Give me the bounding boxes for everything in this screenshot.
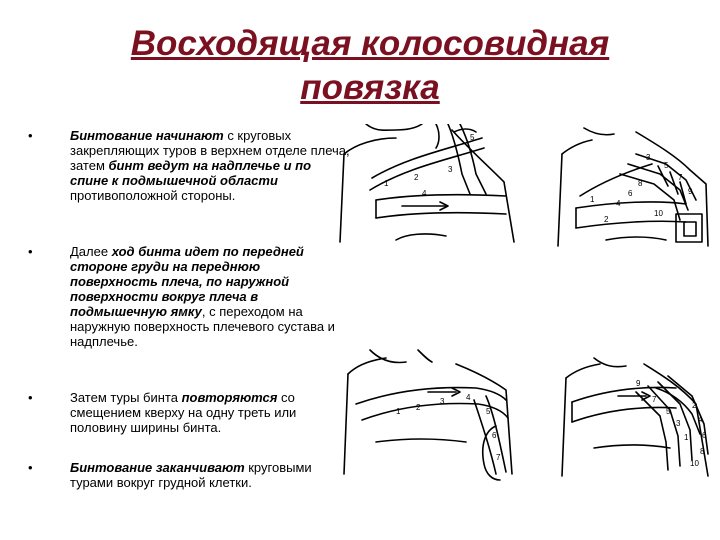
figure-label: 5 <box>666 407 671 416</box>
figure-label: 5 <box>664 161 669 170</box>
bullet-text-part: Далее <box>70 244 112 259</box>
bullet-text <box>70 460 312 490</box>
figure-label: 1 <box>396 407 401 416</box>
bullet-text-part: с круговых закрепляющих туров в верхнем отделе плеча, затем <box>70 128 350 173</box>
bullet-text-part: круговыми турами вокруг грудной клетки. <box>70 460 312 490</box>
bullet-text-part: Бинтование начинают <box>70 128 224 143</box>
bullet-text-part: бинт ведут на надплечье и по спине к подмышечной области <box>70 158 312 188</box>
figure-label: 3 <box>448 165 453 174</box>
figure-label: 10 <box>690 459 699 468</box>
figure-label: 4 <box>466 393 471 402</box>
figure-1-illustration <box>340 124 514 242</box>
bullet-marker: • <box>28 390 33 405</box>
figure-label: 9 <box>636 379 641 388</box>
figure-label: 3 <box>440 397 445 406</box>
figure-label: 2 <box>414 173 419 182</box>
bullet-item-4 <box>28 460 350 490</box>
illustrations-svg <box>336 124 720 528</box>
bullet-text-part: противоположной стороны. <box>70 188 236 203</box>
figure-label: 1 <box>384 179 389 188</box>
bullet-text-part: Затем туры бинта <box>70 390 182 405</box>
figure-label: 6 <box>492 431 497 440</box>
bullet-text <box>70 244 335 349</box>
figure-label: 3 <box>676 419 681 428</box>
figure-4-illustration <box>562 358 708 476</box>
bullet-marker: • <box>28 460 33 475</box>
figure-label: 4 <box>422 189 427 198</box>
figure-label: 6 <box>628 189 633 198</box>
figure-label: 7 <box>652 395 657 404</box>
figure-label: 2 <box>692 401 697 410</box>
bullet-text-part: со смещением кверху на одну треть или половину ширины бинта. <box>70 390 297 435</box>
bullet-text-part: повторяются <box>181 390 278 405</box>
bullet-text-part: , с переходом на наружную поверхность плечевого сустава и надплечье. <box>70 304 335 349</box>
figure-label: 8 <box>700 447 705 456</box>
figure-label: 3 <box>646 153 651 162</box>
bullet-text <box>70 128 350 203</box>
figure-label: 5 <box>486 407 491 416</box>
figure-label: 7 <box>496 453 501 462</box>
bullet-item-1 <box>28 128 350 203</box>
figure-label: 7 <box>678 173 683 182</box>
bullet-item-2 <box>28 244 350 349</box>
figure-label: 1 <box>684 433 689 442</box>
figure-number-labels <box>384 133 707 468</box>
bullet-text <box>70 390 296 435</box>
figure-label: 9 <box>688 187 693 196</box>
bandage-illustrations <box>336 124 720 528</box>
figure-label: 2 <box>604 215 609 224</box>
figure-label: 6 <box>702 431 707 440</box>
figure-label: 8 <box>638 179 643 188</box>
bullet-item-3 <box>28 390 350 435</box>
figure-label: 4 <box>616 199 621 208</box>
bullet-text-part: ход бинта идет по передней стороне груди на переднюю поверхность плеча, по наружной поверхности вокруг плеча в подмышечную ямку <box>70 244 304 319</box>
figure-label: 4 <box>698 415 703 424</box>
bullet-marker: • <box>28 128 33 143</box>
figure-label: 1 <box>590 195 595 204</box>
slide-title: Восходящая колосовидная повязка <box>130 24 610 107</box>
bullet-marker: • <box>28 244 33 259</box>
figure-label: 10 <box>654 209 663 218</box>
figure-label: 5 <box>470 133 475 142</box>
figure-label: 2 <box>416 403 421 412</box>
bullet-text-part: Бинтование заканчивают <box>70 460 245 475</box>
figure-2-illustration <box>558 128 708 246</box>
